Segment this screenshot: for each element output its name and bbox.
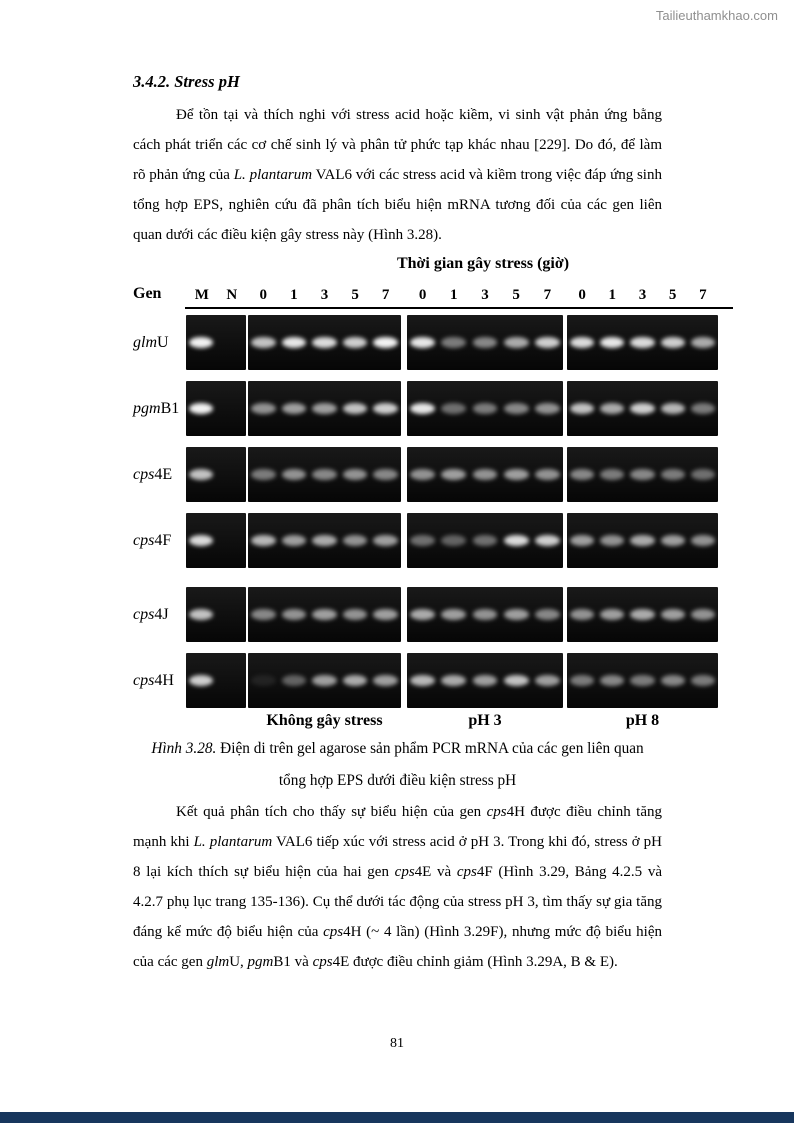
gel-band	[535, 403, 560, 414]
time-point-label: 5	[668, 286, 677, 303]
text-segment: L. plantarum	[233, 167, 313, 183]
gel-panel	[567, 447, 718, 502]
gel-lane	[370, 587, 401, 642]
gel-lane	[216, 513, 246, 568]
gel-band	[441, 535, 466, 546]
group-label: Không gây stress	[266, 712, 383, 729]
gel-lane	[370, 653, 401, 708]
gel-panel	[567, 381, 718, 436]
gel-lane	[532, 653, 563, 708]
gel-band	[312, 337, 336, 348]
gel-lane	[597, 447, 627, 502]
gel-band	[189, 535, 213, 546]
gel-lane	[186, 381, 216, 436]
gel-band	[441, 469, 466, 480]
gel-band	[570, 609, 594, 620]
gel-band	[251, 535, 275, 546]
gel-lane	[567, 587, 597, 642]
gel-band	[630, 337, 654, 348]
footer-bar	[0, 1112, 794, 1123]
gel-lane	[597, 315, 627, 370]
text-segment: U	[157, 333, 169, 351]
gen-column-header: Gen	[133, 285, 162, 302]
text-segment: U,	[229, 954, 248, 970]
gel-panel	[407, 587, 563, 642]
gel-band	[282, 469, 306, 480]
gel-panel	[407, 447, 563, 502]
gel-lane	[186, 315, 216, 370]
gel-lane	[279, 653, 310, 708]
text-segment: pgm	[247, 954, 274, 970]
gel-lane	[688, 513, 718, 568]
gel-band	[600, 675, 624, 686]
gel-band	[373, 469, 397, 480]
gel-lane	[279, 513, 310, 568]
gel-lane	[469, 381, 500, 436]
gene-label	[133, 587, 185, 642]
gel-band	[630, 675, 654, 686]
text-segment: cps	[394, 864, 415, 880]
gel-lane	[567, 381, 597, 436]
gel-marker-strip	[186, 381, 246, 436]
gel-lane	[658, 447, 688, 502]
time-point-label: 1	[450, 286, 458, 303]
gel-lane	[407, 587, 438, 642]
marker-lane-labels	[186, 285, 246, 305]
time-point-group	[567, 285, 718, 305]
gel-band	[630, 469, 654, 480]
gel-lane	[627, 447, 657, 502]
gel-band	[570, 337, 594, 348]
time-point-label: 5	[351, 286, 359, 303]
gel-band	[473, 675, 498, 686]
gel-band	[600, 609, 624, 620]
text-segment: cps	[133, 531, 155, 549]
gel-lane	[688, 381, 718, 436]
text-segment: B1 và	[273, 954, 313, 970]
gel-band	[570, 675, 594, 686]
gel-band	[189, 469, 213, 480]
text-segment: cps	[133, 465, 155, 483]
gel-lane	[279, 381, 310, 436]
text-segment: cps	[312, 954, 333, 970]
gel-lane	[567, 513, 597, 568]
gel-lane	[407, 653, 438, 708]
gel-lane	[469, 315, 500, 370]
gel-band	[570, 469, 594, 480]
gel-band	[251, 337, 275, 348]
gel-lane	[407, 381, 438, 436]
gel-band	[570, 403, 594, 414]
time-point-label: 0	[259, 286, 268, 303]
time-point-label: 7	[381, 286, 390, 303]
gel-panel	[248, 315, 401, 370]
gel-lane	[248, 315, 279, 370]
gel-band	[343, 403, 367, 414]
gel-band	[343, 535, 367, 546]
gel-band	[630, 403, 654, 414]
gel-band	[661, 535, 685, 546]
gel-band	[312, 469, 336, 480]
time-point-label: 3	[320, 286, 329, 303]
text-segment: 4F (Hình 3.29, Bảng 4.2.5 và 4.2.7 phụ lục trang 135-136). Cụ thể dưới tác động của stress pH 3, tìm thấy sự gia tăng đáng kể mức độ biểu hiện của	[133, 864, 662, 940]
gel-band	[661, 609, 685, 620]
text-segment: 4H	[154, 671, 174, 689]
gel-band	[343, 469, 367, 480]
gel-band	[535, 535, 560, 546]
gel-band	[189, 337, 213, 348]
text-segment: 4J	[154, 605, 169, 623]
text-segment: 4H (~ 4 lần) (Hình 3.29F), nhưng mức độ biểu hiện của các gen	[133, 924, 662, 970]
gel-band	[441, 337, 466, 348]
paragraph-1	[133, 100, 662, 250]
gel-lane	[248, 513, 279, 568]
gel-lane	[370, 447, 401, 502]
gel-lane	[216, 315, 246, 370]
gel-lane	[469, 587, 500, 642]
figure-caption-line1	[133, 740, 662, 758]
gene-label	[133, 315, 185, 370]
marker-lane-label: N	[226, 286, 238, 303]
gel-lane	[627, 587, 657, 642]
gel-lane	[597, 513, 627, 568]
gel-lane	[340, 513, 371, 568]
gel-band	[373, 337, 397, 348]
gel-band	[282, 403, 306, 414]
gel-lane	[597, 381, 627, 436]
gel-band	[282, 535, 306, 546]
gel-lane	[279, 447, 310, 502]
gel-lane	[469, 447, 500, 502]
gel-lane	[658, 315, 688, 370]
gel-band	[600, 337, 624, 348]
text-segment: B1	[160, 399, 180, 417]
gel-band	[661, 403, 685, 414]
gel-lane	[567, 653, 597, 708]
gel-band	[441, 675, 466, 686]
gel-lane	[370, 513, 401, 568]
text-segment: cps	[133, 671, 155, 689]
gel-band	[504, 609, 529, 620]
text-segment: 4E	[154, 465, 173, 483]
gel-lane	[658, 587, 688, 642]
gel-lane	[309, 513, 340, 568]
gel-panel	[407, 513, 563, 568]
gel-lane	[438, 315, 469, 370]
gel-lane	[501, 447, 532, 502]
gel-band	[473, 609, 498, 620]
gel-band	[691, 675, 715, 686]
gel-lane	[216, 587, 246, 642]
gel-lane	[597, 587, 627, 642]
gel-marker-strip	[186, 447, 246, 502]
gel-lane	[340, 653, 371, 708]
text-segment: glm	[206, 954, 230, 970]
text-segment: glm	[133, 333, 157, 351]
gel-lane	[658, 513, 688, 568]
gel-lane	[501, 513, 532, 568]
time-point-group	[407, 285, 563, 305]
gel-lane	[407, 315, 438, 370]
group-label: pH 8	[625, 712, 660, 729]
gel-lane	[627, 653, 657, 708]
gel-band	[251, 469, 275, 480]
text-segment: 4F	[154, 531, 172, 549]
gel-lane	[501, 587, 532, 642]
text-segment: Kết quả phân tích cho thấy sự biểu hiện của gen	[176, 804, 487, 820]
gel-lane	[309, 447, 340, 502]
time-point-label: 7	[543, 286, 552, 303]
gel-lane	[309, 315, 340, 370]
gel-lane	[658, 381, 688, 436]
gene-label	[133, 653, 185, 708]
gel-lane	[309, 381, 340, 436]
gel-band	[189, 609, 213, 620]
gel-lane	[248, 587, 279, 642]
gel-panel	[407, 315, 563, 370]
gel-panel	[248, 447, 401, 502]
text-segment: cps	[456, 864, 477, 880]
text-segment: Để tồn tại và thích nghi với stress acid hoặc kiềm, vi sinh vật phản ứng bằng cách phát triển các cơ chế sinh lý và phân tử phức tạp khác nhau [229]. Do đó, để làm rõ phản ứng của	[133, 107, 662, 183]
gel-band	[473, 403, 498, 414]
gel-band	[600, 535, 624, 546]
gel-lane	[407, 447, 438, 502]
gel-lane	[279, 587, 310, 642]
gel-band	[535, 609, 560, 620]
gel-panel	[567, 653, 718, 708]
gel-marker-strip	[186, 653, 246, 708]
gel-lane	[340, 587, 371, 642]
time-point-group	[248, 285, 401, 305]
gel-band	[373, 403, 397, 414]
marker-lane-label: M	[194, 286, 209, 303]
figure-caption-line2: tổng hợp EPS dưới điều kiện stress pH	[278, 772, 517, 789]
gel-lane	[186, 447, 216, 502]
gel-lane	[407, 513, 438, 568]
time-point-label: 0	[578, 286, 586, 303]
gel-lane	[370, 381, 401, 436]
gel-band	[282, 609, 306, 620]
gel-panel	[407, 381, 563, 436]
gel-lane	[186, 513, 216, 568]
gel-lane	[438, 381, 469, 436]
gel-marker-strip	[186, 513, 246, 568]
gel-lane	[567, 315, 597, 370]
time-point-label: 1	[290, 286, 298, 303]
gene-label	[133, 381, 185, 436]
gel-band	[251, 609, 275, 620]
gel-band	[410, 609, 435, 620]
gel-lane	[340, 381, 371, 436]
gel-band	[630, 609, 654, 620]
gel-band	[504, 337, 529, 348]
gel-band	[600, 403, 624, 414]
gene-label	[133, 447, 185, 502]
gel-lane	[688, 653, 718, 708]
gel-band	[410, 469, 435, 480]
gel-lane	[248, 653, 279, 708]
gel-band	[600, 469, 624, 480]
page-number: 81	[390, 1036, 404, 1051]
gel-lane	[279, 315, 310, 370]
text-segment: VAL6 tiếp xúc với stress acid ở pH 3. Trong khi đó, stress ở pH 8 lại kích thích sự biểu hiện của hai gen	[133, 834, 663, 880]
gel-lane	[216, 447, 246, 502]
gel-band	[504, 675, 529, 686]
text-segment: 4E và	[414, 864, 457, 880]
gel-band	[691, 535, 715, 546]
gel-band	[691, 337, 715, 348]
gel-band	[251, 675, 275, 686]
gel-lane	[186, 587, 216, 642]
gel-panel	[567, 315, 718, 370]
gel-lane	[627, 315, 657, 370]
text-segment: cps	[486, 804, 507, 820]
gel-band	[504, 403, 529, 414]
gel-lane	[340, 447, 371, 502]
time-point-label: 0	[418, 286, 427, 303]
gel-lane	[469, 653, 500, 708]
gel-band	[312, 403, 336, 414]
gel-panel	[248, 587, 401, 642]
gel-lane	[658, 653, 688, 708]
gel-band	[251, 403, 275, 414]
text-segment: Hình 3.28.	[151, 740, 217, 757]
gel-lane	[216, 653, 246, 708]
gel-lane	[532, 447, 563, 502]
section-heading: 3.4.2. Stress pH	[133, 72, 240, 91]
gel-band	[343, 609, 367, 620]
gel-band	[504, 535, 529, 546]
paragraph-2	[133, 797, 662, 977]
gel-lane	[688, 447, 718, 502]
gel-panel	[567, 513, 718, 568]
figure-time-axis-title: Thời gian gây stress (giờ)	[396, 255, 570, 272]
text-segment: cps	[323, 924, 344, 940]
gel-lane	[438, 513, 469, 568]
text-segment: 4E được điều chỉnh giảm (Hình 3.29A, B & E).	[332, 954, 618, 970]
gel-band	[373, 535, 397, 546]
gel-lane	[248, 447, 279, 502]
gel-marker-strip	[186, 587, 246, 642]
time-point-label: 7	[699, 286, 707, 303]
gel-band	[312, 675, 336, 686]
gel-lane	[688, 315, 718, 370]
gel-lane	[532, 381, 563, 436]
gel-band	[282, 337, 306, 348]
group-label: pH 3	[468, 712, 502, 729]
text-segment: VAL6 với các stress acid và kiềm trong việc đáp ứng sinh tổng hợp EPS, nghiên cứu đã phân tích biểu hiện mRNA tương đối của các gen liên quan dưới các điều kiện gây stress này (Hình 3.28).	[133, 167, 662, 243]
gel-panel	[407, 653, 563, 708]
gel-band	[410, 337, 435, 348]
gel-lane	[501, 653, 532, 708]
gel-band	[410, 535, 435, 546]
gel-band	[504, 469, 529, 480]
gel-lane	[501, 315, 532, 370]
gel-band	[473, 337, 498, 348]
gel-band	[312, 535, 336, 546]
gel-lane	[340, 315, 371, 370]
gel-band	[343, 337, 367, 348]
gel-band	[373, 675, 397, 686]
gel-lane	[688, 587, 718, 642]
gel-band	[535, 337, 560, 348]
gel-band	[410, 675, 435, 686]
gel-lane	[627, 381, 657, 436]
gel-lane	[438, 587, 469, 642]
gel-band	[410, 403, 435, 414]
gel-marker-strip	[186, 315, 246, 370]
header-underline	[185, 307, 733, 309]
gel-band	[661, 675, 685, 686]
gel-lane	[469, 513, 500, 568]
time-point-label: 5	[512, 286, 520, 303]
gel-band	[441, 403, 466, 414]
gel-lane	[567, 447, 597, 502]
gel-band	[570, 535, 594, 546]
gel-band	[189, 675, 213, 686]
gel-band	[343, 675, 367, 686]
gel-band	[691, 609, 715, 620]
gel-lane	[532, 513, 563, 568]
gel-band	[661, 337, 685, 348]
gel-panel	[567, 587, 718, 642]
gel-band	[189, 403, 213, 414]
watermark: Tailieuthamkhao.com	[655, 8, 778, 23]
gel-lane	[186, 653, 216, 708]
text-segment: L. plantarum	[193, 834, 273, 850]
gel-lane	[627, 513, 657, 568]
gel-lane	[216, 381, 246, 436]
gel-band	[535, 469, 560, 480]
gel-lane	[501, 381, 532, 436]
text-segment: Điện di trên gel agarose sản phẩm PCR mRNA của các gen liên quan	[216, 740, 644, 757]
gel-band	[661, 469, 685, 480]
gel-band	[473, 469, 498, 480]
gel-band	[312, 609, 336, 620]
gel-band	[691, 469, 715, 480]
gel-panel	[248, 653, 401, 708]
gel-band	[373, 609, 397, 620]
text-segment: pgm	[133, 399, 161, 417]
text-segment: cps	[133, 605, 155, 623]
gel-band	[282, 675, 306, 686]
gel-lane	[532, 315, 563, 370]
gel-lane	[248, 381, 279, 436]
gene-label	[133, 513, 185, 568]
gel-lane	[370, 315, 401, 370]
time-point-label: 3	[638, 286, 647, 303]
gel-band	[535, 675, 560, 686]
gel-lane	[532, 587, 563, 642]
gel-lane	[597, 653, 627, 708]
gel-band	[630, 535, 654, 546]
time-point-label: 1	[608, 286, 617, 303]
gel-panel	[248, 381, 401, 436]
gel-panel	[248, 513, 401, 568]
gel-lane	[438, 653, 469, 708]
gel-band	[691, 403, 715, 414]
gel-lane	[438, 447, 469, 502]
time-point-label: 3	[481, 286, 489, 303]
gel-band	[441, 609, 466, 620]
gel-lane	[309, 653, 340, 708]
text-segment: 4H được điều chỉnh tăng mạnh khi	[133, 804, 662, 850]
gel-lane	[309, 587, 340, 642]
gel-band	[473, 535, 498, 546]
